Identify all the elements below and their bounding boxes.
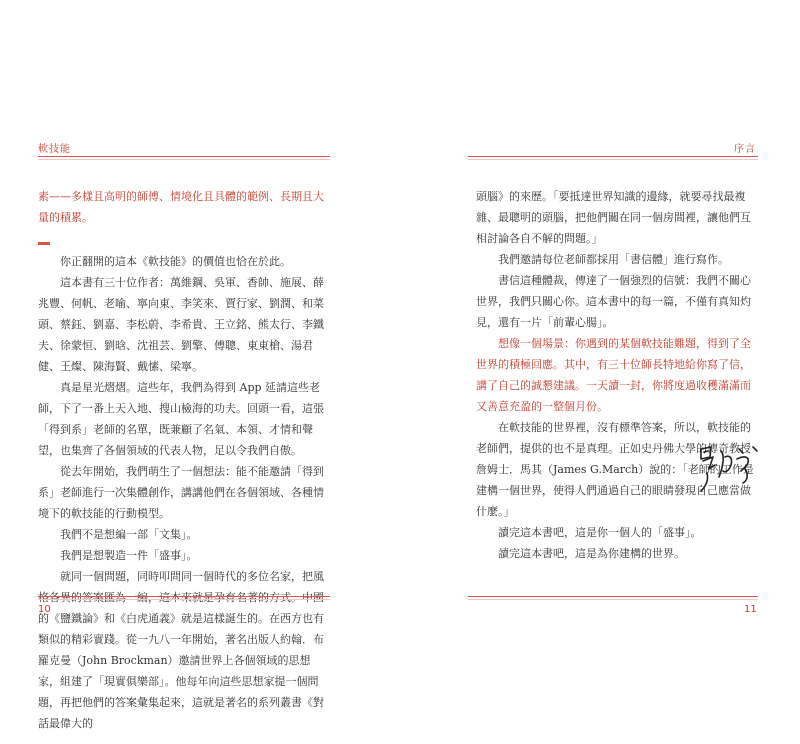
- right-running-head: 序言: [734, 144, 756, 155]
- left-paragraph-7: 就同一個問題，同時叩問同一個時代的多位名家，把風格各異的答案匯為一編，這本來就是孕育名著的方式。中國的《鹽鐵論》和《白虎通義》就是這樣誕生的。在西方也有類似的精彩實踐。從一九八一年開始，著名出版人約翰．布羅克曼（John Brockman）邀請世界上各個領域的思想家，組建了「現實俱樂部」。他每年向這些思想家提一個問題，再把他們的答案彙集起來，這就是著名的系列叢書《對話最偉大的: [38, 570, 324, 730]
- right-header-rule: [468, 156, 758, 157]
- right-paragraph-7: 讀完這本書吧，這是為你建構的世界。: [498, 547, 685, 560]
- right-footer-rule: [468, 596, 758, 597]
- left-footer-rule: [38, 596, 330, 597]
- right-footer-rule-thin: [468, 599, 758, 600]
- right-paragraph-6: 讀完這本書吧，這是你一個人的「盛事」。: [498, 526, 702, 539]
- right-red-paragraph: 想像一個場景：你遇到的某個軟技能難題，得到了全世界的積極回應。其中，有三十位師長特地給你寫了信，講了自己的誠懇建議。一天讀一封，你將度過收穫滿滿而又善意充盈的一整個月份。: [476, 337, 751, 413]
- right-paragraph-5: 在軟技能的世界裡，沒有標準答案，所以，軟技能的老師們，提供的也不是真理。正如史丹佛大學的傳奇教授詹姆士．馬其（James G.March）說的：「老師的工作是建構一個世界，使得人們通過自己的眼睛發現自己應當做什麼。」: [476, 421, 754, 518]
- left-footer-rule-thin: [38, 599, 330, 600]
- right-paragraph-2: 我們邀請每位老師都採用「書信體」進行寫作。: [498, 253, 729, 266]
- left-red-lead: 素——多樣且高明的師傅、情境化且具體的範例、長期且大量的積累。: [38, 190, 324, 224]
- section-mark: [38, 242, 50, 245]
- left-paragraph-5: 我們不是想編一部「文集」。: [60, 528, 198, 541]
- left-header-rule: [38, 156, 330, 157]
- right-page: [400, 0, 800, 744]
- left-header-rule-thin: [38, 159, 330, 160]
- left-running-head: 軟技能: [38, 144, 71, 155]
- left-body: [38, 186, 328, 734]
- right-header-rule-thin: [468, 159, 758, 160]
- right-body: [476, 186, 758, 564]
- left-paragraph-6: 我們是想製造一件「盛事」。: [60, 549, 198, 562]
- right-paragraph-1: 頭腦》的來歷。「要抵達世界知識的邊緣，就要尋找最複雜、最聰明的頭腦，把他們關在同一個房間裡，讓他們互相討論各自不解的問題。」: [476, 190, 751, 245]
- left-paragraph-3: 真是星光熠熠。這些年，我們為得到 App 延請這些老師，下了一番上天入地、搜山檢海的功夫。回頭一看，這張「得到系」老師的名單，既兼顧了名氣、本領、才情和聲望，也集齊了各個領域的代表人物，足以令我們自傲。: [38, 381, 324, 457]
- right-paragraph-3: 書信這種體裁，傳達了一個強烈的信號：我們不關心世界，我們只關心你。這本書中的每一篇，不僅有真知灼見，還有一片「前輩心腸」。: [476, 274, 751, 329]
- left-page-number: 10: [38, 604, 51, 615]
- signature-icon: [695, 435, 775, 495]
- left-paragraph-1: 你正翻開的這本《軟技能》的價值也恰在於此。: [60, 255, 291, 268]
- left-paragraph-4: 從去年開始，我們萌生了一個想法：能不能邀請「得到系」老師進行一次集體創作，講講他們在各個領域、各種情境下的軟技能的行動模型。: [38, 465, 324, 520]
- right-page-number: 11: [744, 604, 757, 615]
- left-paragraph-2: 這本書有三十位作者：萬維鋼、吳軍、香帥、施展、薛兆豐、何帆、老喻、寧向東、李笑來、賈行家、劉潤、和菜頭、蔡鈺、劉嘉、李松蔚、李希貴、王立銘、熊太行、李鐵夫、徐蒙恒、劉晗、沈祖芸、劉擎、傅聰、東東槍、湯君健、王燦、陳海賢、戴愫、梁寧。: [38, 276, 324, 373]
